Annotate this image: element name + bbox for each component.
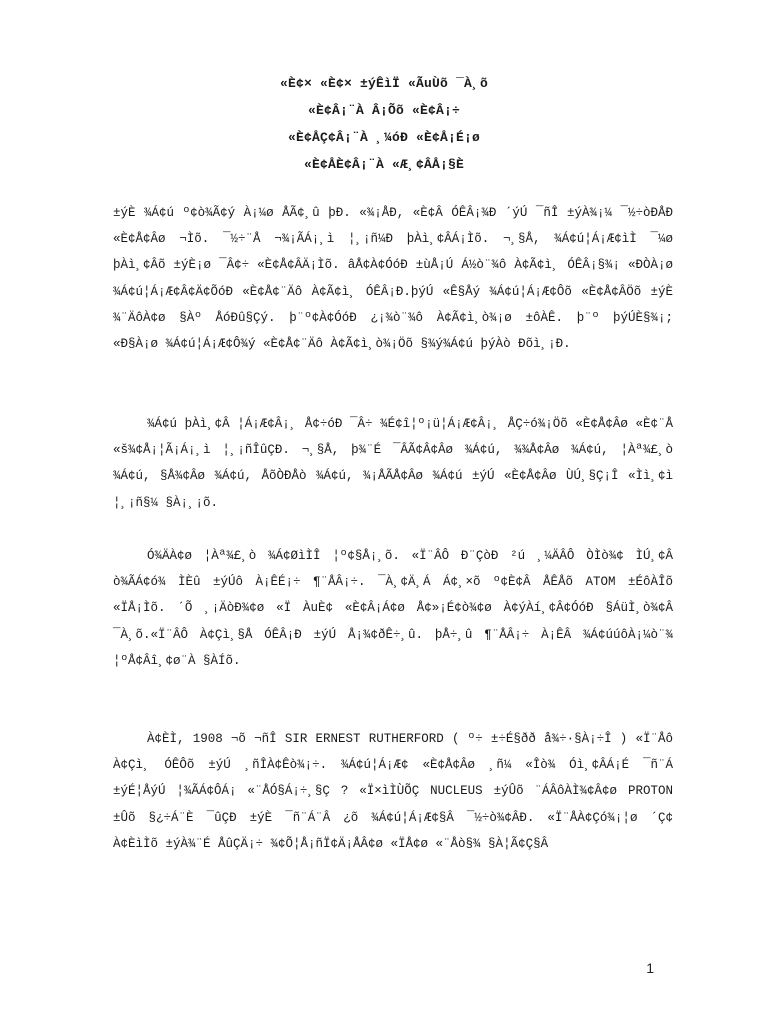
page-number: 1 xyxy=(646,960,654,976)
paragraph-2 xyxy=(113,411,673,516)
title-line-2: «È¢Â¡¨À Â¡Õõ «È¢Â¡÷ xyxy=(307,103,461,118)
title-line-4: «È¢ÅÈ¢Â¡¨À «Æ¸¢ÂÅ¡§È xyxy=(303,157,465,172)
paragraph-2-text: ¾Á¢ú þÀì¸¢Â ¦Á¡Æ¢Â¡¸ Å¢÷óÐ ¯Â÷ ¾É¢î¦º¡ü¦Á¡Æ¢Â¡¸ ÅÇ÷ó¾¡Öõ «È¢Å¢Âø «È¢¨Å «š¾¢Å¡¦Ã¡Á¡¸ì ¦¸¡ñÎûÇÐ. ¬¸§Å, þ¾¨É ¯ÂÃ¢Â¢Âø ¾Á¢ú, ¾¾Å¢Âø ¾Á¢ú, ¦Àª¾£¸ò ¾Á¢ú, §Å¾¢Âø ¾Á¢ú, ÅõÒÐÅò ¾Á¢ú, ¾¡ÅÃÅ¢Âø ¾Á¢ú ±ýÚ «È¢Å¢Âø ÙÚ¸§Ç¡Î «Ìì¸¢ì ¦¸¡ñ§¼ §À¡¸¡õ. xyxy=(113,417,673,510)
paragraph-4 xyxy=(113,726,673,857)
title-block xyxy=(0,70,768,178)
paragraph-3 xyxy=(113,543,673,674)
paragraph-4-text: À¢ÈÌ, 1908 ¬õ ¬ñÎ SIR ERNEST RUTHERFORD ( º÷ ±÷É§ðð å¾÷·§À¡÷Î ) «Ï¨Åô À¢Çì¸ ÓÊÔõ ±ýÚ ¸ñÎÀ¢Êò¾¡÷. ¾Á¢ú¦Á¡Æ¢ «È¢Å¢Âø ¸ñ¼ «Îò¾ Óì¸¢ÂÁ¡É ¯ñ¨Á ±ýÉ¦ÅýÚ ¦¾ÃÁ¢ÔÁ¡ «¨ÅÓ§Á¡÷¸§Ç ? «Ï×ìÌÙÕÇ NUCLEUS ±ýÛõ ¨ÁÂôÀÌ¾¢Â¢ø PROTON ±Ûõ §¿÷Á¨È ¯ûÇÐ ±ýÈ ¯ñ¨Á¨Â ¿õ ¾Á¢ú¦Á¡Æ¢§Â ¯½÷ò¾¢ÂÐ. «Ï¨ÅÀ¢Çó¾¡¦ø ´Ç¢ À¢ÈìÌõ ±ýÀ¾¨É ÅûÇÄ¡÷ ¾¢Õ¦Å¡ñÏ¢Ä¡ÅÂ¢ø «ÏÅ¢ø «¨Åò§¾ §À¦Ã¢Ç§Â xyxy=(113,732,673,851)
paragraph-1-text: ±ýÈ ¾Á¢ú º¢ò¾Ã¢ý À¡¼ø ÅÃ¢¸û þÐ. «¾¡ÅÐ, «È¢Â ÓÊÂ¡¾Ð ´ýÚ ¯ñÎ ±ýÀ¾¡¼ ¯½÷òÐÅÐ «È¢Å¢Âø ¬Ìõ. ¯½÷¨Å ¬¾¡ÃÁ¡¸ì ¦¸¡ñ¼Ð þÀì¸¢ÂÁ¡Ìõ. ¬¸§Å, ¾Á¢ú¦Á¡Æ¢ìÌ ¯¼ø þÀì¸¢Âõ ±ýÈ¡ø ¯Â¢÷ «È¢Å¢ÂÄ¡Ìõ. âÅ¢À¢ÓóÐ ±ùÅ¡Ú Á½ò¨¾ô À¢Ã¢ì¸ ÓÊÂ¡§¾¡ «ÐÒÀ¡ø ¾Á¢ú¦Á¡Æ¢Â¢Ä¢ÕóÐ «È¢Å¢¨Äô À¢Ã¢ì¸ ÓÊÂ¡Ð.þýÚ «Ê§Åý ¾Á¢ú¦Á¡Æ¢Ôõ «È¢Å¢ÂÖõ ±ýÈ ¾¨ÄôÀ¢ø §Àº ÅóÐû§Çý. þ¨º¢À¢ÓóÐ ¿¡¾ò¨¾ô À¢Ã¢ì¸ò¾¡ø ±ôÀÊ. þ¨º þýÚÈ§¾¡; «Ð§À¡ø ¾Á¢ú¦Á¡Æ¢Ô¾ý «È¢Å¢¨Äô À¢Ã¢ì¸ò¾¡Öõ §¾ý¾Á¢ú þýÀò Ðõì¸¡Ð. xyxy=(113,206,673,352)
paragraph-1 xyxy=(113,200,673,357)
title-line-3: «È¢ÅÇ¢Â¡¨À ¸¼óÐ «È¢Å¡É¡ø xyxy=(287,130,481,145)
paragraph-3-text: Ó¾ÄÀ¢ø ¦Àª¾£¸ò ¾Á¢ØìÌÎ ¦º¢§Å¡¸õ. «Ï¨ÂÔ Ð¨ÇòÐ ²ú ¸¼ÄÂÔ ÒÌò¾¢ ÌÚ¸¢Â ò¾ÃÁ¢ó¾ ÌÈû ±ýÚô À¡ÊÉ¡÷ ¶¨ÅÂ¡÷. ¯À¸¢Ä¸Á Á¢¸×õ º¢È¢Â ÅÊÅõ ATOM ±ÉôÀÎõ «ÏÅ¡Ìõ. ´Õ ¸¡ÄòÐ¾¢ø «Ï ÀuÈ¢ «È¢Â¡Á¢ø Å¢»¡É¢ò¾¢ø À¢ýÀí¸¢Â¢ÓóÐ §ÁüÌ¸ò¾¢Â ¯À¸õ.«Ï¨ÂÔ À¢Çì¸§Å ÓÊÂ¡Ð ±ýÚ Å¡¾¢ðÊ÷¸û. þÅ÷¸û ¶¨ÅÂ¡÷ À¡ÊÂ ¾Á¢úúôÀ¡¼ò¨¾ ¦ºÅ¢Âî¸¢ø¨À §ÀÍõ. xyxy=(113,549,673,668)
title-line-1: «È¢× «È¢× ±ýÊìÏ «ÃuÙõ ¯À¸õ xyxy=(279,76,489,91)
